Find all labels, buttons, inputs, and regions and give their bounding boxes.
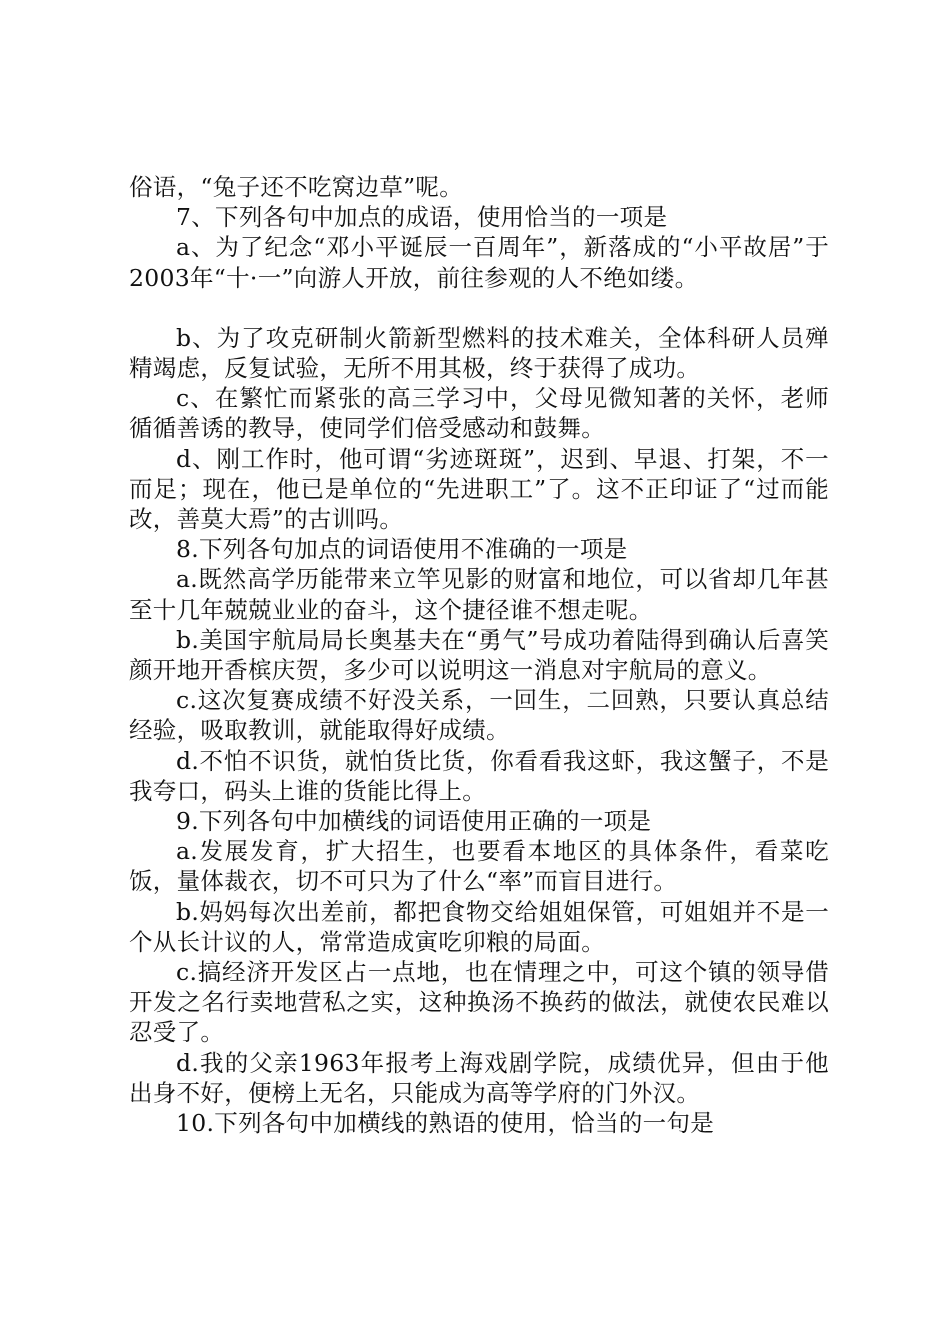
question-7-option-c: c、在繁忙而紧张的高三学习中，父母见微知著的关怀，老师循循善诱的教导，使同学们倍受感动和鼓舞。	[129, 384, 829, 443]
question-9-option-a: a.发展发育，扩大招生，也要看本地区的具体条件，看菜吃饭，量体裁衣，切不可只为了什么“率”而盲目进行。	[129, 837, 829, 896]
question-7-stem: 7、下列各句中加点的成语，使用恰当的一项是	[176, 203, 668, 232]
question-7-option-b: b、为了攻克研制火箭新型燃料的技术难关，全体科研人员殚精竭虑，反复试验，无所不用其极，终于获得了成功。	[129, 323, 829, 383]
question-9-stem: 9.下列各句中加横线的词语使用正确的一项是	[176, 807, 652, 836]
paragraph-continuation: 俗语，“兔子还不吃窝边草”呢。	[129, 173, 464, 201]
question-8-option-b: b.美国宇航局局长奥基夫在“勇气”号成功着陆得到确认后喜笑颜开地开香槟庆贺，多少可以说明这一消息对宇航局的意义。	[129, 625, 829, 685]
question-8-stem: 8.下列各句加点的词语使用不准确的一项是	[176, 535, 628, 564]
question-9-option-d: d.我的父亲1963年报考上海戏剧学院，成绩优异，但由于他出身不好，便榜上无名，只能成为高等学府的门外汉。	[129, 1048, 829, 1107]
question-9-option-c: c.搞经济开发区占一点地，也在情理之中，可这个镇的领导借开发之名行卖地营私之实，这种换汤不换药的做法，就使农民难以忍受了。	[129, 958, 829, 1047]
question-10-stem: 10.下列各句中加横线的熟语的使用，恰当的一句是	[176, 1109, 715, 1138]
question-7-option-a: a、为了纪念“邓小平诞辰一百周年”，新落成的“小平故居”于2003年“十·一”向游人开放，前往参观的人不绝如缕。	[129, 233, 829, 292]
question-8-option-a: a.既然高学历能带来立竿见影的财富和地位，可以省却几年甚至十几年兢兢业业的奋斗，这个捷径谁不想走呢。	[129, 565, 829, 624]
question-8-option-c: c.这次复赛成绩不好没关系，一回生，二回熟，只要认真总结经验，吸取教训，就能取得好成绩。	[129, 686, 829, 745]
document-body	[129, 172, 829, 1138]
question-7-option-d: d、刚工作时，他可谓“劣迹斑斑”，迟到、早退、打架，不一而足；现在，他已是单位的“先进职工”了。这不正印证了“过而能改，善莫大焉”的古训吗。	[129, 444, 829, 534]
question-8-option-d: d.不怕不识货，就怕货比货，你看看我这虾，我这蟹子，不是我夸口，码头上谁的货能比得上。	[129, 746, 829, 805]
question-9-option-b: b.妈妈每次出差前，都把食物交给姐姐保管，可姐姐并不是一个从长计议的人，常常造成寅吃卯粮的局面。	[129, 897, 829, 956]
